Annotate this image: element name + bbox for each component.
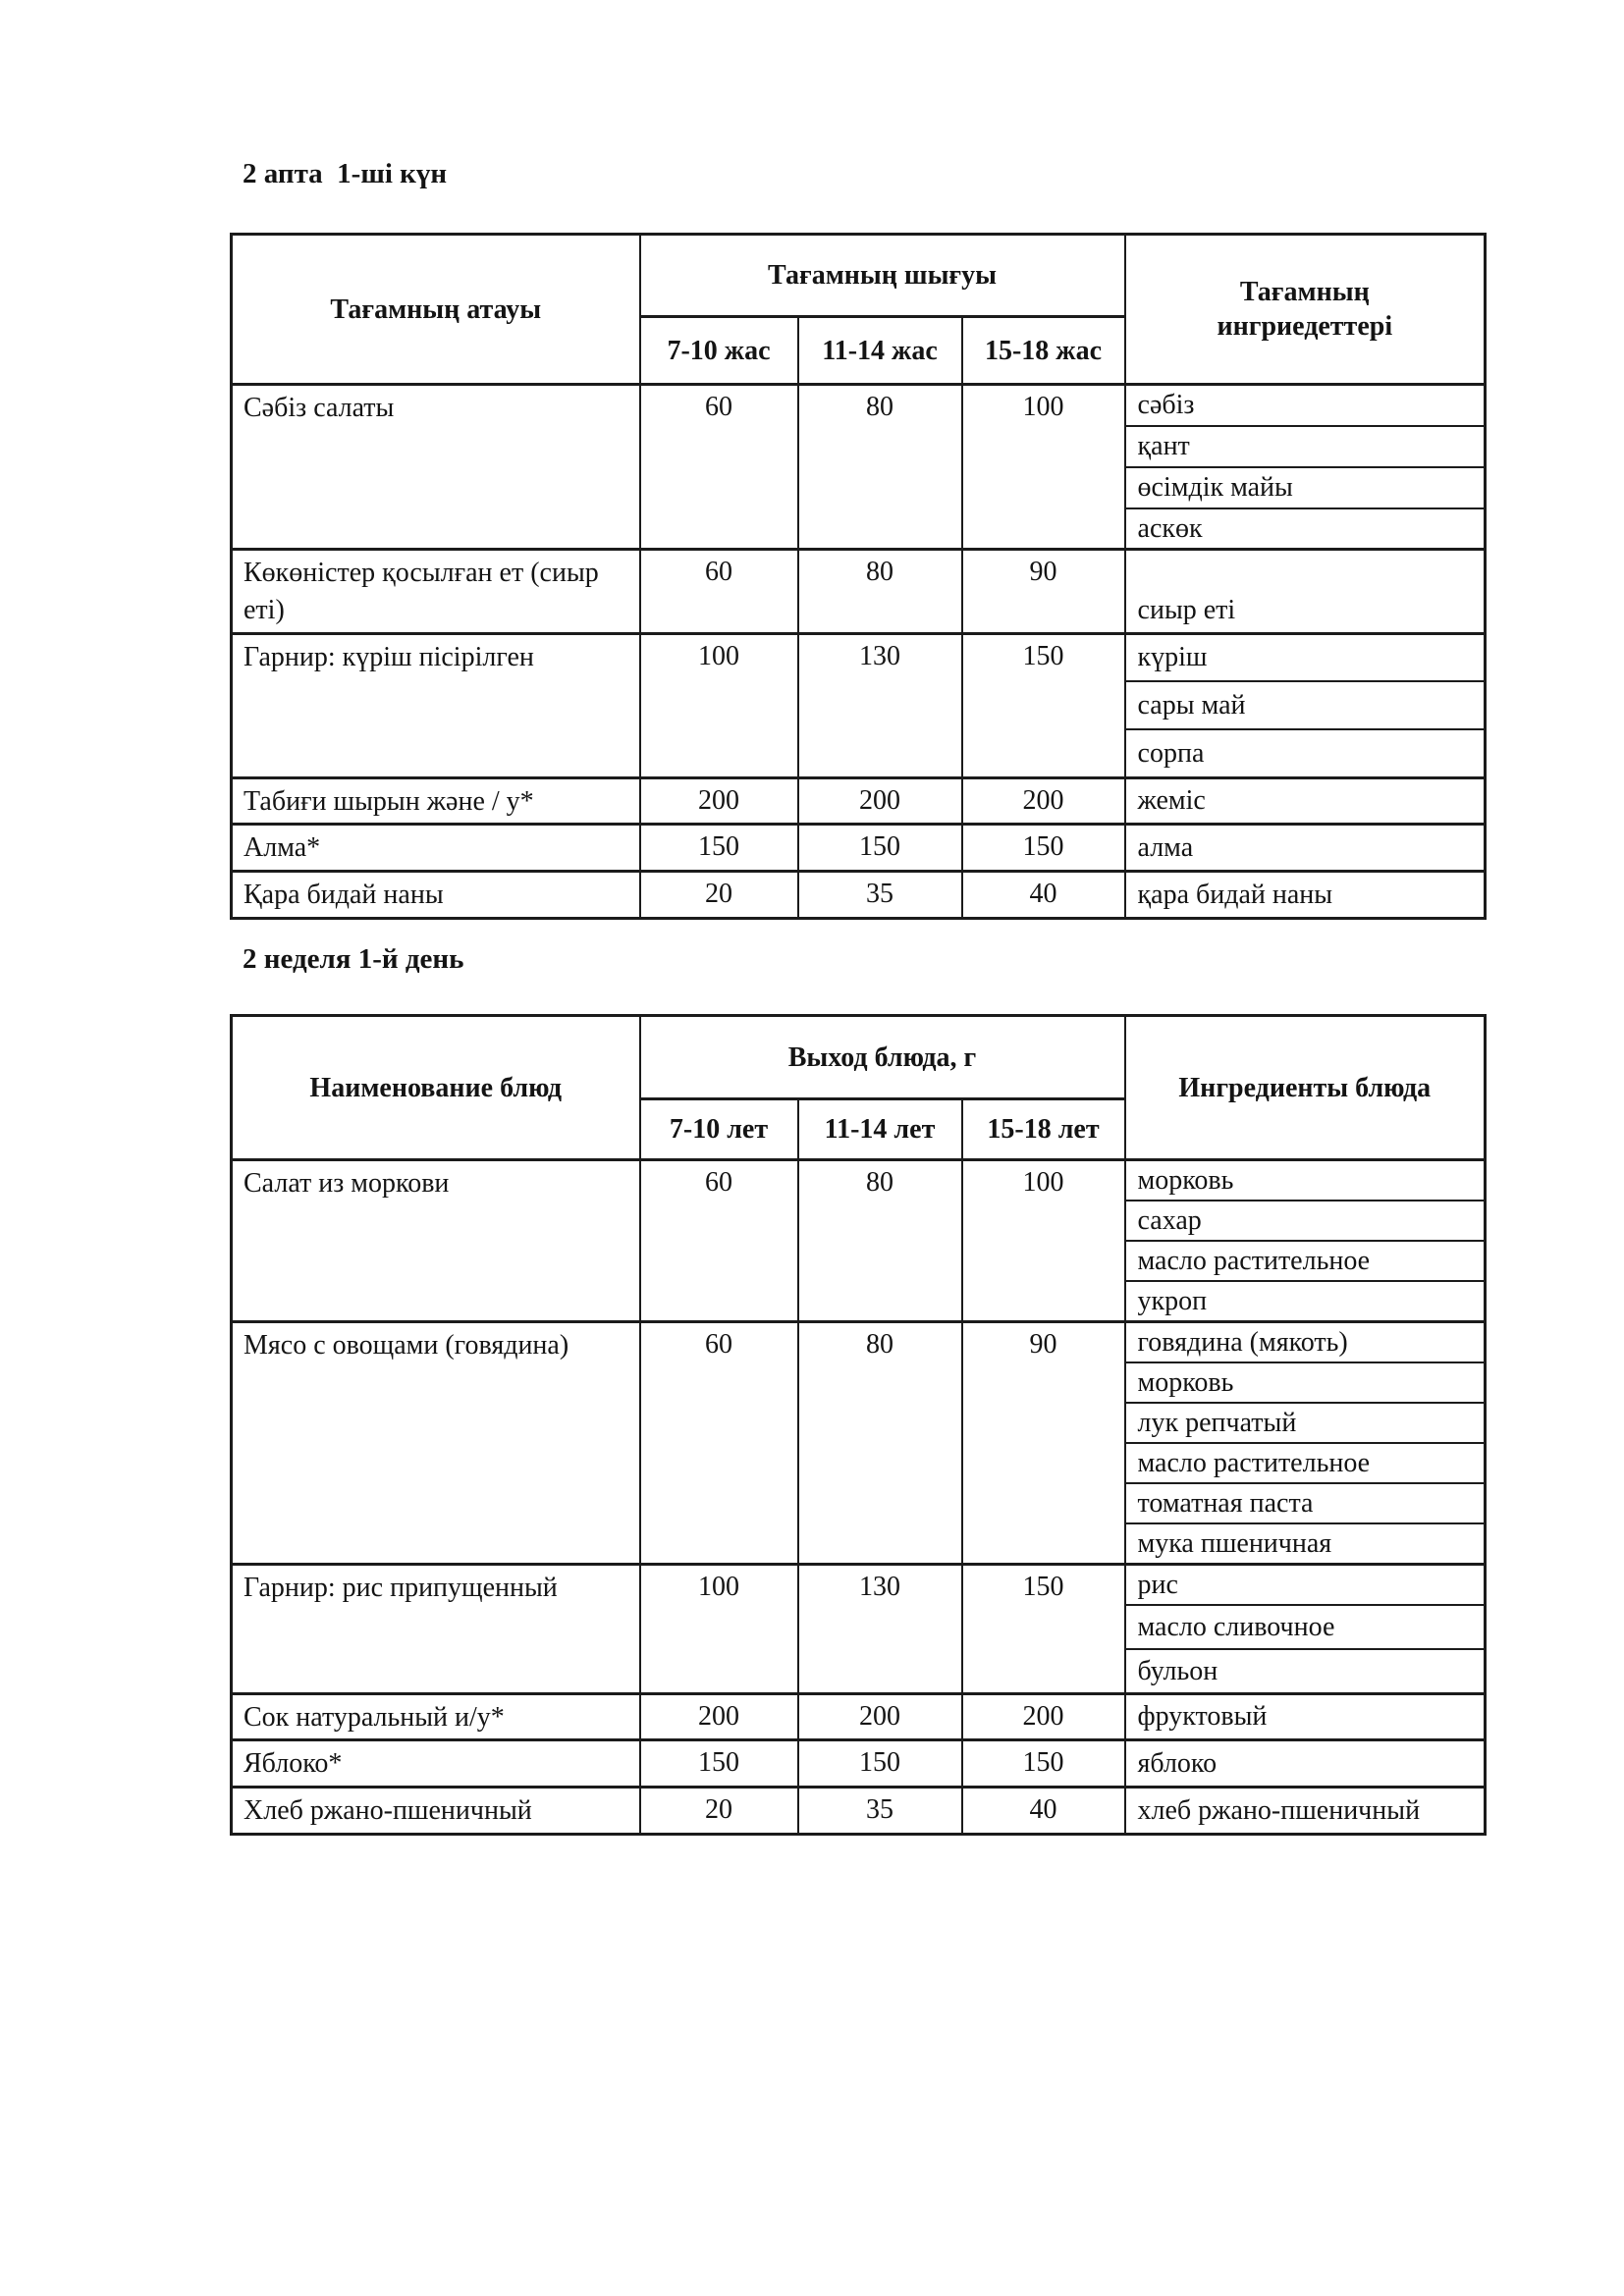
ingredient-cell: томатная паста — [1125, 1483, 1486, 1523]
portion-value-cell: 130 — [798, 1565, 962, 1694]
portion-value-cell: 35 — [798, 1788, 962, 1835]
portion-value-cell: 20 — [640, 1788, 798, 1835]
ingredient-cell: алма — [1125, 825, 1486, 872]
ingredient-cell: масло сливочное — [1125, 1605, 1486, 1649]
portion-value-cell: 150 — [640, 825, 798, 872]
portion-value-cell: 200 — [640, 777, 798, 825]
ingredient-cell: хлеб ржано-пшеничный — [1125, 1788, 1486, 1835]
dish-name-cell: Көкөністер қосылған ет (сиыр еті) — [232, 550, 640, 634]
dish-name-cell: Хлеб ржано-пшеничный — [232, 1788, 640, 1835]
dish-name-cell: Қара бидай наны — [232, 872, 640, 919]
ingredient-cell: сахар — [1125, 1201, 1486, 1241]
dish-name-cell: Сок натуральный и/у* — [232, 1693, 640, 1740]
ingredient-cell: яблоко — [1125, 1740, 1486, 1788]
portion-value-cell: 100 — [962, 1160, 1125, 1322]
ingredient-cell: бульон — [1125, 1649, 1486, 1693]
portion-value-cell: 80 — [798, 1160, 962, 1322]
portion-value-cell: 60 — [640, 385, 798, 550]
ingredient-cell: рис — [1125, 1565, 1486, 1606]
ingredient-cell: сорпа — [1125, 729, 1486, 777]
portion-value-cell: 200 — [962, 1693, 1125, 1740]
ingredient-cell: мука пшеничная — [1125, 1523, 1486, 1565]
ingredient-cell: говядина (мякоть) — [1125, 1322, 1486, 1363]
ingredient-cell: фруктовый — [1125, 1693, 1486, 1740]
portion-value-cell: 40 — [962, 1788, 1125, 1835]
dish-name-cell: Гарнир: күріш пісірілген — [232, 633, 640, 777]
ingredient-cell: жеміс — [1125, 777, 1486, 825]
portion-value-cell: 60 — [640, 1322, 798, 1565]
col-header-age-2: 11-14 жас — [798, 317, 962, 385]
section-title-kazakh: 2 апта 1-ші күн — [243, 158, 448, 189]
portion-value-cell: 150 — [962, 1565, 1125, 1694]
col-header-age-1: 7-10 жас — [640, 317, 798, 385]
col-header-dish-name: Тағамның атауы — [232, 235, 640, 385]
portion-value-cell: 200 — [798, 777, 962, 825]
ingredient-cell: күріш — [1125, 633, 1486, 681]
portion-value-cell: 200 — [798, 1693, 962, 1740]
dish-name-cell: Мясо с овощами (говядина) — [232, 1322, 640, 1565]
col-header-dish-name: Наименование блюд — [232, 1016, 640, 1160]
col-header-age-2: 11-14 лет — [798, 1099, 962, 1160]
ingredient-cell: морковь — [1125, 1160, 1486, 1201]
col-header-age-1: 7-10 лет — [640, 1099, 798, 1160]
ingredient-cell: қант — [1125, 426, 1486, 467]
dish-name-cell: Табиғи шырын және / у* — [232, 777, 640, 825]
portion-value-cell: 80 — [798, 550, 962, 634]
portion-value-cell: 100 — [640, 633, 798, 777]
col-header-ingredients: Тағамның ингриедеттері — [1125, 235, 1486, 385]
portion-value-cell: 100 — [640, 1565, 798, 1694]
portion-value-cell: 150 — [798, 825, 962, 872]
col-header-output-group: Выход блюда, г — [640, 1016, 1125, 1099]
portion-value-cell: 90 — [962, 1322, 1125, 1565]
ingredient-cell: сары май — [1125, 681, 1486, 729]
portion-value-cell: 20 — [640, 872, 798, 919]
portion-value-cell: 60 — [640, 550, 798, 634]
dish-name-cell: Гарнир: рис припущенный — [232, 1565, 640, 1694]
ingredient-cell: өсімдік майы — [1125, 467, 1486, 508]
portion-value-cell: 80 — [798, 385, 962, 550]
ingredient-cell: сиыр еті — [1125, 550, 1486, 634]
ingredient-cell: укроп — [1125, 1281, 1486, 1322]
menu-table-russian — [230, 1014, 1487, 1836]
portion-value-cell: 150 — [640, 1740, 798, 1788]
col-header-output-group: Тағамның шығуы — [640, 235, 1125, 317]
ingredient-cell: масло растительное — [1125, 1443, 1486, 1483]
portion-value-cell: 35 — [798, 872, 962, 919]
portion-value-cell: 130 — [798, 633, 962, 777]
dish-name-cell: Салат из моркови — [232, 1160, 640, 1322]
ingredient-cell: морковь — [1125, 1362, 1486, 1403]
portion-value-cell: 150 — [962, 633, 1125, 777]
portion-value-cell: 100 — [962, 385, 1125, 550]
portion-value-cell: 150 — [962, 825, 1125, 872]
portion-value-cell: 150 — [962, 1740, 1125, 1788]
portion-value-cell: 200 — [640, 1693, 798, 1740]
ingredient-cell: лук репчатый — [1125, 1403, 1486, 1443]
dish-name-cell: Алма* — [232, 825, 640, 872]
col-header-ingredients: Ингредиенты блюда — [1125, 1016, 1486, 1160]
portion-value-cell: 150 — [798, 1740, 962, 1788]
col-header-age-3: 15-18 жас — [962, 317, 1125, 385]
col-header-age-3: 15-18 лет — [962, 1099, 1125, 1160]
portion-value-cell: 60 — [640, 1160, 798, 1322]
ingredient-cell: қара бидай наны — [1125, 872, 1486, 919]
dish-name-cell: Сәбіз салаты — [232, 385, 640, 550]
ingredient-cell: сәбіз — [1125, 385, 1486, 426]
portion-value-cell: 80 — [798, 1322, 962, 1565]
ingredient-cell: аскөк — [1125, 508, 1486, 550]
menu-table-kazakh — [230, 233, 1487, 920]
portion-value-cell: 90 — [962, 550, 1125, 634]
portion-value-cell: 200 — [962, 777, 1125, 825]
dish-name-cell: Яблоко* — [232, 1740, 640, 1788]
ingredient-cell: масло растительное — [1125, 1241, 1486, 1281]
portion-value-cell: 40 — [962, 872, 1125, 919]
section-title-russian: 2 неделя 1-й день — [243, 943, 464, 975]
